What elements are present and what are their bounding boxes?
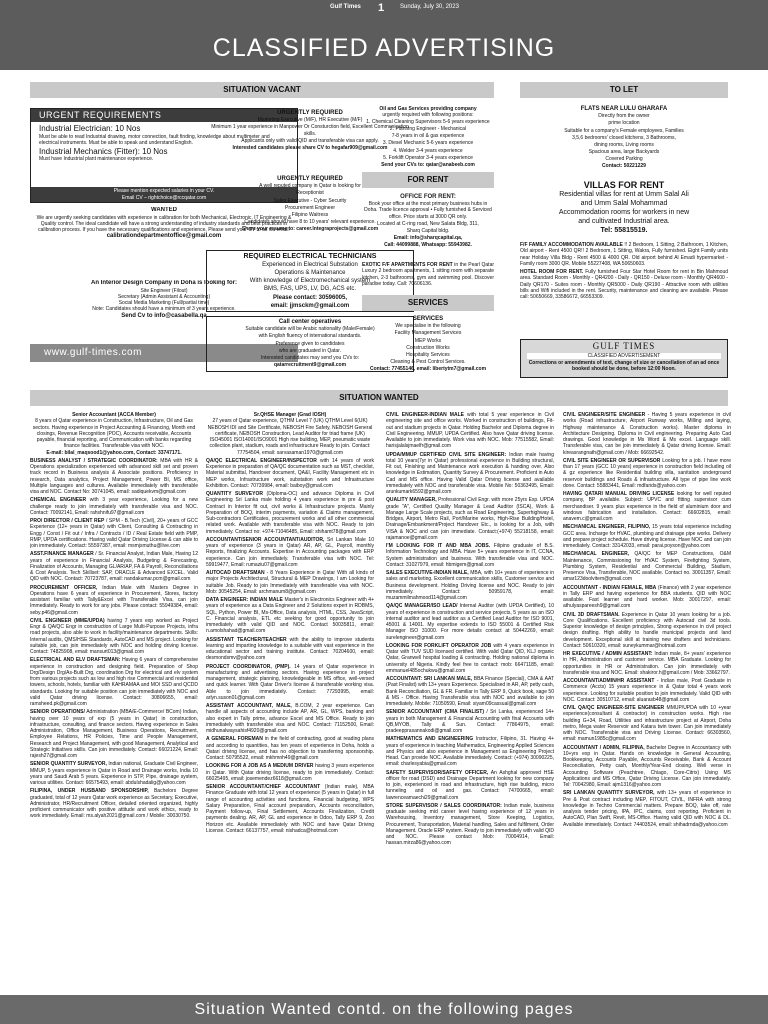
ad-contact: E-mail: bilal_maqsood1@yahoo.com, Contact: 33747171. (46, 449, 182, 456)
ad-line: 4. Welder 3-4 years experience (393, 147, 463, 154)
corrections-note: Corrections or amendments of text, change of size or cancellation of an ad once booked should be done, before 12:00 Noon. (528, 359, 720, 372)
wanted-ad (30, 761, 198, 786)
wanted-ad (30, 518, 198, 549)
ad-line: Sharq Capital bldg. (406, 227, 450, 234)
ad-title: QA/QC MANAGER/ISO LEAD/ (386, 603, 458, 610)
ad-title: CIVIL SITE ENGINEER OR SUPERVISOR (563, 457, 661, 464)
ad-title: ACCOUNTANT/ADMIN/HR ASSISTANT (563, 678, 655, 684)
ad-line: Minimum 1 year experience in Manpower Or Consturction field, Excellent Communication skills. (211, 124, 409, 137)
ad-line: Receptionist (296, 190, 324, 197)
ad-title: ACCOUNTANT/SENIOR ACCOUNTANT/AUDITOR, (206, 536, 325, 543)
ad-text: Professional Civil Engr. with more 25yrs Exp. UPDA grade "A", Certified Quality Manager & Lead Auditor (ISCA), Work & Manage Large Scale projects, such as Road Engineering, Superhighway & Bridges, Airport, Metro Rail, Port/Marine works, High-Rise Building/Hotel, Drainage/Embankment/Project Handover Etc., is looking for a Job, with VISA & NOC and can join immediate. Contact:(+974) 55218158, email: rajamanoe@gmail.com (386, 497, 554, 541)
ad-lulu-gharafa (520, 104, 728, 174)
ad-title: MATHEMATICS AND ENGINEERING (386, 736, 474, 743)
ad-text: 14 years of Qatar experience in manufacturing and advertising sectors. Having experience in project management, strategic planning, knowledgeable in MS office, well-versed and quick learner. With Qatar Driver's license & transferable working visa. Able to join immediately. Contact: 77293995, email: arlyn.suson01@gmail.com (206, 663, 374, 701)
contact-phone: Please contact: 30596005, (272, 294, 348, 301)
ad-line: 3,5,6 bedrooms' closed kitchens, 3 Bathrooms, (572, 134, 676, 141)
ad-heading: EXOTIC F/F APARTMENTS FOR RENT (362, 262, 453, 268)
ad-text: QA/QC for MEP Constructions, O&M Maintenance, Commissioning for HVAC System, Firefighting System, Plumbing System, Residential and Commercial Building, Stadium, Presence Visa, Transferable, NOC available. Contact no. 30011357, Email: amar123doolvitem@gmail.com (563, 551, 731, 583)
ad-line: dining rooms, Living rooms (594, 141, 654, 148)
ad-line: and Umm Salal Mohammad (580, 200, 668, 208)
wanted-column-4 (563, 412, 731, 992)
ad-text: Administration (MBA/E-Commerce/ BCom) Indian, having over 10 years of exp (5 years in Qatar) in construction, infrastructure, consulting, and finance sectors. Having experience in Sales Administration, Office Management, Business Operations, Recruitment, Employee Relations, HR Policies, Time and People Management, Research and Project Management, with good Management, Analytical and Strategic Initiatives skills. Can join immediately. Contact: 66021224, Email: rajesh27@gmail.com (30, 709, 198, 759)
ad-title: QUANTITY SURVEYOR (206, 491, 263, 497)
item-title: Industrial Mechanics (Fitter): 10 Nos (39, 146, 168, 156)
ad-text: Having 6 years of comprehensive experience in construction and designing field. Preparation of Shop Drg/Design Drg/As-Built Drg, coordination Drg for electrical and elv system from various projects such as low and high rise Commercial and residential towers, schools, hotels, familiar with KAHRAMAA and MOI SSD and QCDD standards. Looking for suitable position can join immediately with NOC and valid Qatar driving license. Contact: 30806655, email: ramsheed.pk@gmail.com (30, 657, 198, 707)
ad-text: Filipino graduate of B.S. Information Technology and MBA. Have 5+ years experience in IT, CCNA, System administration and business. With transferable visa and NOC. Contact: 31027979, email: hbmigem@gmail.com (386, 543, 554, 568)
page-number: 1 (378, 2, 385, 14)
ad-line: Social Media Marketing (Full/partial time) (118, 300, 210, 306)
ad-heading: REQUIRED ELECTRICAL TECHNICIANS (243, 253, 377, 260)
ad-line: 5. Forklift Operator 3-4 years experience (383, 154, 473, 161)
website-banner: www.gulf-times.com (30, 344, 298, 362)
wanted-ad (563, 745, 731, 789)
ad-line: urgently required with following positions: (382, 112, 474, 119)
ad-line: Directly from the owner (598, 113, 650, 120)
ad-text: / SPM - B.Tech (Civil), 20+ years of GCC Experience (12+ years in Qatar) with Client, Consulting & Contracting in Engg / Const / Fit out / Infra / Contracts / ID / Real Estate field with PMP, RMP, UPDA certifications. Having valid Qatar Driving License & can able to join immediately. Contact: 55597387, email: msmjsmuthu@live.com (30, 518, 198, 549)
ad-body: We are urgently seeking candidates with experience in calibration for both Mechanical, Electronic, IT Engineering & Quality control. The ideal candidate will have a strong understanding of industry standards and best practices in calibration process. If you have the necessary qualifications and experience, Please send your CV to us via email: (36, 214, 292, 233)
ad-text: (Finance) with 2 year experience in Tally ERP and having experience for BBA students. QID with NOC available. Fast learner and hard worker. Mob: 30017297, email: athulyaspareesh9@gmail.com (563, 584, 731, 610)
ad-title: PRO/ DIRECTOR / CLIENT REP (30, 518, 105, 524)
ad-text: Indian Male with Masters Degree in Operations have 6 years of experience in Procurement, Stores, factory assistant familiar with Tally&Excel with Transferable Visa, can join Immediately. Ready to work for any jobs. Please contact: 55949384, email: seby.p46@gmail.com (30, 584, 198, 616)
wanted-ad (563, 612, 731, 650)
ad-line: Accommodation rooms for workers in new (558, 209, 690, 217)
contact-email: Send Cv to info@casabella.qa (121, 312, 207, 319)
wanted-ad (30, 458, 198, 496)
wanted-ad (386, 543, 554, 568)
ad-title: SENIOR ACCOUNTANT (CMA FINALIST) (386, 709, 484, 716)
wanted-ad (206, 570, 374, 595)
ad-text: with total 5 year experience in Civil engineering site and office works. Worked in construction of buildings, Fit-out and stadium projects in Qatar. Holding Bachelor and Diploma degree in Civil Engineering. MMUP, UPDA Certified. Also have Qatar driving license. Available to join immediately. Work visa with NOC. Mob: 77515582, Email: harisjalalsjmaelfr@gmail.com (386, 412, 554, 450)
ad-text: Indian male having total 10 years(7yr in Qatar) professional experience in Building structural, Fit out, Finishing and Maintenance work execution & handing over. Also knowledge in Estimation, Quantity Survey & Procurement. Proficient in Auto Cad and MS office. Having Valid Qatar Driving license and available immediately with NOC and transferable visa. Mobile No: 50363495, Email: arunkumark6592@gmail.com (386, 451, 554, 495)
ad-title: MECHANICAL ENGINEER, (563, 551, 630, 558)
ad-line: Covered Parking (605, 155, 643, 162)
ad-text: with the ability to improve students learning and imparting knowledge to a suitable with vast experience in the educational sector and training institute. Contact: 70204600, email: desmondsmv@yahoo.com (206, 636, 374, 662)
ad-line: A well reputed company in Qatar is looking for (259, 183, 361, 190)
ad-text: MBA with HR & Operations specialization experienced with advanced skill set and proven track record in Business analysis & Associate positions. Proficiency in research, Data analytics, Project Management, Power BI, MS office, Multiple languages and cultures. Available immediately with transferable visa and NOC. Contact No: 30741045, email: sadiquekvm@gmail.com (30, 457, 198, 495)
ad-heading: URGENTLY REQUIRED (277, 110, 343, 116)
ad-text: 8 years of Qatar experience in Construction, Infrastructure, Oil and Gas sectors. Having experience in Project Accounting & Financing, Month end closings, Revenue Recognition (POC), Accounts receivable, Accounts payable, financial reporting, and Communication with banks regarding finance facilities. Transferable visa with NOC. (32, 418, 196, 450)
ad-line: Filipino Waitress (291, 211, 329, 218)
ad-line: Suitable candidate will be Arabic nationality (Male/Female) (245, 326, 375, 333)
ad-title: MECHANICAL ENGINEER, FILIPINO, (563, 524, 651, 531)
ad-text: (Diploma-OC) and advance Diploma in Civil Engineering Sri Lanka male holding 4 years experience in pre & post Contract in Interior fit out, civil works & Infrastructure projects. Mainly Preparation of BOQ, interim payments, variation & Claims management, Sub-contractors Certificates, procurement works and all other commercial related work. Available with transferable visa with NOC. Ready to join immediately. Contact no: +974-71046485, Email: shihamt78@gmail.com (206, 491, 374, 535)
wanted-ad (386, 497, 554, 541)
ad-title: LOOKING FOR FORKLIFT OPERATOR JOB (386, 642, 492, 649)
ad-line: Residential villas for rent at Umm Salal Ali (559, 190, 689, 198)
ad-title: CIVIL QA/QC ENGINEER-SITE ENGINEER (563, 705, 665, 711)
ad-title: CHEMICAL ENGINEER (30, 497, 87, 504)
ad-line: With knowledge of Electromechanical system (249, 278, 371, 285)
ad-title: PROJECT COORDINATOR, (PMP). (206, 663, 291, 670)
contact-email: qatarrecruitment9@gmail.com (273, 361, 347, 368)
contact-phone: Tel: 55815519. (600, 227, 648, 235)
ad-line: Candidates should have 8 to 10 years' relevant experience. (244, 218, 376, 225)
ad-line: Preference given to candidates (275, 340, 345, 347)
wanted-ad (206, 412, 374, 456)
ad-line: Applicants only with valid QID and transferable visa can apply. (241, 137, 379, 144)
wanted-column-1 (30, 412, 198, 992)
ad-title: HR EXECUTIVE / ADMIN ASSISTANT: (563, 651, 653, 657)
ad-heading: URGENT REQUIREMENTS (31, 109, 297, 122)
wanted-ad (206, 784, 374, 834)
ad-text: with 13+ years of experience in Pre & Post contract including MEP, FITOUT, CIVIL, INFRA with strong knowledge in Techno Commercial matters. Prepare BOQ, take off, rate analysis tender pricing, IPA, IPC, claims, cost reporting. Proficient in AutoCAD, Plan Swift, Revit, MS-Office. Having valid QID with NOC & DL. Available immediately. Contact: 74403524, email: shihadrnda@yahoo.com (563, 790, 731, 828)
section-header-services: SERVICES (362, 295, 494, 311)
ad-line: 3. Diesel Mechanic 5-6 years experience (382, 140, 474, 147)
ad-text: An Ashghal approved HSE officer for road (DSD) and Drainage Department looking for new company to join, experienced in road and infrastructure, high rise building, micro tunneling and oil and gas. Contact: 74700665, email: lawrenceamaechi29@gmail.com (386, 769, 554, 801)
publication-name: Gulf Times (330, 4, 361, 10)
ad-text: Experience in Qatar 10 years looking for a job. Core Qualifications. Excellent proficiency with Autocad civil 3d tools. Superior knowledge of design principles, Strong experience in civil project design drafting. High ability to handle municipal projects and land development. Exceptional skill at training new drafters and technicians. Contact: 50610320, email: suneykummar@hotmail.com (563, 611, 731, 649)
ad-text: Indian male, business graduate seeking mid career level having experience of 12 years in Warehousing, Inventory management, Store Keeping, Logistics, Procurement, Transportation, Material handling, Sales and fulfilment, Order Management. Oracle ERP system. Ready to join immediately with valid QID and NOC. Please contact Mob: 70004914, Email: hassan.mirza86@yahoo.com (386, 802, 554, 847)
salary-note: Please mention expected salaries in your CV. (113, 188, 215, 194)
wanted-ad (206, 491, 374, 535)
ad-heading: URGENTLY REQUIRED (277, 176, 343, 182)
ad-title: ACCOUNTANT / ADMIN, FILIPINA, (563, 744, 645, 751)
ad-title: SENIOR ACCOUNTANT/CHIEF ACCOUNTANT (206, 784, 321, 790)
ad-heading: VILLAS FOR RENT (583, 180, 665, 190)
ad-text: having 3 years experience in Qatar. With Qatar driving license, ready to join immediately. Contact: 66025495, email: josemendez6618@gmail.com (206, 763, 374, 782)
wanted-ad (563, 705, 731, 743)
ad-line: Construction Works (406, 344, 450, 351)
wanted-ad (30, 497, 198, 516)
contact-email: Interested candidates please share CV to hegafar909@gmail.com (232, 144, 388, 151)
ad-oil-gas (362, 104, 494, 170)
ad-text: BBA Finance (Special), CMA & AAT (Past Finalist) with 13+ years Experience. Specialised in AR, AP, petty cash, Bank Reconciliation, GL & FR. Familiar in Tally ERP 9, Quick book, sage 50 & MS - Office. Having Transferable visa with NOC and available to join immediately. Mobile: 71050590, Email: siyam09cassual@gmail.com (386, 676, 554, 707)
ad-text: Sri Lankan Male 10 years of experience (3 years in Qatar) AR, AP, GL, Payroll, monthly Reports, finalizing Accounts. Expertise in Accounting packages with ERP experience. Can join immediately. Transferable visa with NOC. Tel: 59919477, Email: rumaziu07@gmail.com (206, 536, 374, 568)
ad-title: QA/QC ELECTRICAL ENGINEER/INSPECTOR (206, 457, 317, 464)
wanted-ad (563, 790, 731, 828)
ad-title: I'M LOOKING FOR IT AND MBA JOBS. (386, 543, 491, 549)
wanted-ad (563, 412, 731, 456)
ad-line: Marketing Executive (M/F), HR Executive (M/F) (257, 117, 363, 124)
wanted-ad (30, 657, 198, 707)
wanted-ad (386, 803, 554, 847)
ad-office-rent (362, 192, 494, 254)
ad-line: We specialise in the following (395, 323, 461, 330)
continued-banner: Situation Wanted contd. on the following pages (0, 995, 768, 1024)
ad-text: / Sr. Financial Analyst, Indian Male, Having 12 years of experience in Financial Analysis, Budgeting & Forecasting, Finalization of Accounts, Managing GL/AR/AP, FA & Payroll, Reconciliations & Cost Analysis. Tech Skillset: SAP, ORACLE & Advanced EXCEL. Valid QID with NOC. Contact: 70723787, email: nandakumar.pcm@gmail.com (30, 551, 198, 583)
wanted-ad (206, 537, 374, 568)
ad-line: Procurement Engineer (284, 204, 336, 211)
item-text: Must be able to read Industrial drawing, motor connection, fault finding, knowledge about multimeter and electrical instruments. Must be able to speak and understand English. (39, 133, 270, 146)
wanted-ad (30, 585, 198, 616)
ad-heading: SERVICES (412, 316, 444, 322)
wanted-ad (386, 452, 554, 496)
ad-text: 27 years of Qatar experience, QTHM Level 7 (UK) QTHM Level 6(UK) NEBOSH IDI and Site Certificate, NEBOSH Fire Safety, NEBOSH General certificate, NEBOSH Construction, Lead Auditor for triad frame (UK) ISO45001 ISO14001/ISO9001 High rise building, MEP, pneumatic waste collection plant, stadium, roads and infrastructure Ready to join. Contact: 77754504, email: sarvasaman1970@gmail.com (207, 418, 373, 456)
ad-family-accommodation (520, 242, 728, 337)
contact-email: Email: info@sharqcapital.qa, (393, 234, 463, 241)
ad-title: CIVIL 3D DRAFTSMAN. (563, 611, 620, 618)
ad-heading: WANTED (151, 207, 177, 213)
ad-title: HAVING QATARI MANUAL DRIVING LICENSE (563, 491, 675, 497)
wanted-ad (30, 412, 198, 456)
ad-text: Master's in Electronics Engineer with 4+ years of experience as a Data Engineer and 2 Solutions expert in RDBMS, SQL, Python, Power BI, Ms-Office, Data analysis, HTML, CSS, JavaScript, C. Financial analysis, ETL etc seeking for good opportunity to join immediately with valid QID and NOC. Contact 50035811, email: n.amolshahad@gmail.com (206, 597, 374, 635)
ad-line: 1. Chemical Cleaning Supervisors 5-6 years experience (366, 119, 490, 126)
contact-phone: Call: 44099888, Whatsapp: 55943982. (384, 241, 472, 248)
ad-line: Book your office at the most primary business hubs in Doha. Trade licence approval • Fully furnished & Serviced office. Price starts at 3000 QR only. (364, 201, 492, 220)
ad-line: 7-8 years in oil & gas experience (391, 133, 465, 140)
ad-title: DATA ENGINEER: INDIAN MALE (206, 597, 283, 603)
wanted-ad (386, 643, 554, 674)
section-header-situation-vacant: SITUATION VACANT (30, 82, 494, 98)
ad-title: ASSISTANT TEACHER/TEACHER (206, 636, 287, 643)
ad-line: who are graduated in Qatar. (279, 347, 341, 354)
ad-text: in the field of contracting, good at reading plans and according to quantities, has ten years of experience in Doha, holds a Qatari driving license, and has no objection to transferring sponsorship. Contact: 50795522, email: mkhmnh49@gmail.com (206, 736, 374, 761)
ad-line: Secretary (Admin Assistant & Accounting) (117, 293, 211, 300)
ad-villas-rent (520, 178, 728, 236)
contact-email: email: jjmsckm@gmail.com (270, 303, 350, 310)
ad-heading: F/F FAMILY ACCOMMODATION AVAILABLE (520, 242, 623, 248)
wanted-ad (563, 524, 731, 549)
contact-email: Email CV – rightchoice@rccqatar.com (121, 194, 207, 201)
ad-title: QUALITY MANAGER, (386, 497, 437, 504)
ad-title: Sr.QHSE Manager (Grad IOSH) (253, 412, 327, 418)
ad-line: Site Engineer (Filout) (140, 287, 188, 294)
ad-line: Cleaning & Pest Control Services. (390, 358, 466, 365)
wanted-ad (563, 585, 731, 610)
ad-title: PROCUREMENT OFFICER, (30, 584, 98, 591)
wanted-ad (30, 709, 198, 759)
wanted-column-2 (206, 412, 374, 992)
ad-text: looking for well reputed company, BP available. Subject: UPVC and fitting supervisor cum merchandiser. 9 years plus experience in the field of aluminium door and windows fabrication and installation. Contact: 66602815, email: anavem.c@gmail.com (563, 491, 731, 522)
ad-line: MEP Works (414, 337, 442, 344)
ad-line: Experienced in Electrical Substation (262, 261, 358, 268)
ad-line: Spacious area, large Backyards (588, 148, 660, 155)
ad-line: Located at C-ring road, New Salata Bldg, 311, (377, 220, 479, 227)
ad-text: with 14 years of work Experience in preparation of QA/QC documentation such as MST, checklist, Material submittal, Handover document, QA&I, Facility Management etc in MEP works, Infrastructure work, substation work and Infrastructure Exhibition. Contact: 70739984, email: baiboy@gmail.com (206, 457, 374, 489)
wanted-ad (386, 709, 554, 734)
ad-line: 2. Planning Engineer - Mechanical (389, 126, 467, 133)
contact-email: calibrationdepartmentoffice@gmail.com (106, 233, 222, 240)
ad-title: CIVIL ENGINEER (MME/UPDA) (30, 617, 105, 624)
ad-line: Sales Executive - Cyber Security (273, 197, 347, 204)
wanted-ad (206, 736, 374, 761)
ad-heading: OFFICE FOR RENT: (400, 194, 456, 200)
contact-email: Share your resume to: career.Integraprojects@gmail.com (241, 225, 379, 232)
ad-heading: HOTEL ROOM FOR RENT. (520, 269, 584, 275)
issue-date: Sunday, July 30, 2023 (400, 4, 459, 10)
ad-text: - Indian male, Post Graduate in Commerce (Accts) 15 years experience in & Qatar total 4 years work experience. Looking for suitable position to join immediately. Valid QID with NOC. Contact: 30510712, email: aluarasb48@gmail.com (563, 678, 731, 703)
ad-title: ELECTRICAL AND ELV DRAFTSMAN: (30, 657, 121, 664)
section-header-situation-wanted: SITUATION WANTED (30, 390, 728, 406)
wanted-ad (30, 551, 198, 582)
ad-text: with 3 year experience, Looking for a new challenge ready to join immediately with transferable visa and NOC. Contact: 70092141, Email: rahshnifu97@gmail.com (30, 497, 198, 516)
wanted-ad (563, 551, 731, 582)
masthead (0, 0, 768, 70)
wanted-ad (386, 603, 554, 641)
ad-line: Operations & Maintenance (274, 269, 346, 276)
section-header-to-let: TO LET (520, 82, 728, 98)
ad-heading: Oil and Gas Services providing company (379, 106, 477, 112)
ad-text: having 7 years exp worked as Project Engr & QA/QC Engr in construction of Large Multi-Purpose Projects, infra road projects, also able to work in facility/maintenance departments. Skills: Internal audits, QMS/HSE Standards, AutoCAD and MS project. Looking for suitable job, can join immediately with NOC and holding driving license. Contact: 74825908, email: mansurt013@gmail.com (30, 617, 198, 655)
contact-phone: Contact: 50221229 (602, 162, 646, 169)
item-text: Must have Industrial plant maintenance experience. (39, 156, 154, 163)
logo-subtitle: CLASSIFIED ADVERTISEMENT (527, 353, 721, 359)
ad-line: Hospitality Services (406, 351, 450, 358)
wanted-ad (386, 736, 554, 767)
gulf-times-logo: GULF TIMES (592, 341, 656, 351)
ad-text: with 4 years experience in Qatar with TUV SUD licensed certified. With valid Qatar QID, KLJ organic Qatar, Granwell hospital loading & contracting. Holding national diploma in university of Nigeria. Kindly feel free to contact: mob: 66471185, email: emmanuel485ochukwu@gmail.com (386, 642, 554, 674)
ad-text: Bachelor Degree in Accountancy with 10+yrs exp in Qatar. Hands on knowledge in General Accounting, Bookkeeping, Accounts Payable, Accounts Receivable, Bank & Account Reconciliation, Petty cash, Monthly/Year-End closing. Well verse in Accounting Software (Peachtree, Chiago, Core-Citrix) Using MS Applications and MS Office, Qatar Driving License. Can join immediately. Tel: 70042980, Email: ajm1316@yahoo.com (563, 744, 731, 788)
ad-line: and cultivated Industrial area. (578, 218, 670, 226)
ad-title: UPDA/MMUP CERTIFIED CIVIL SITE ENGINEER: (386, 451, 507, 458)
ad-text: Looking for a job. I have more than 17 years (GCC 10 years) experience in construction field including oil & gz experience like Residential building villa, sanitation underground reservoir buildings and Roads & infrastructure. All type of pipe line work done. Contact: 55883441, Email: mdfarids@yahoo.com (563, 457, 731, 489)
ad-title: ACCOUNTANT: SRI LANKAN MALE, (386, 676, 473, 682)
ad-title: SAFETY SUPERVISOR/SAFETY OFFICER, (386, 769, 489, 776)
ad-text: Instructor, Filipino, 31. Having 4+ years of experience in teaching Mathematics, Engineering Applied Sciences and Physics and also experience in Management as Engineering Project Head. Can provide NOC. Available immediately. Contact: (+974) 30090225, email: charlesyabia@gmail.com (386, 736, 554, 768)
ad-title: FILIPINA, UNDER HUSBAND SPONSORSHIP, (30, 788, 149, 795)
wanted-ad (563, 651, 731, 676)
wanted-ad (386, 770, 554, 801)
ad-title: STORE SUPERVISOR / SALES COORDINATOR: (386, 802, 502, 809)
wanted-ad (386, 412, 554, 450)
ad-text: Indian male, 8+ years' experience in HR, Administration and customer service. MBA Graduate. Looking for opportunities in HR or Administration. Can join immediately with transferable visa and NOC. Email: shakiror.h@gmail.com / Mob: 33662797. (563, 651, 731, 676)
ad-services (362, 314, 494, 372)
wanted-ad (563, 491, 731, 522)
wanted-ad (563, 458, 731, 489)
ad-text: MBA, with 10+ years of experience in sales and marketing. Excellent communication skills, Customer service and Business development. Holding Driving license and NOC. Ready to join immediately. Contact: 50959178, email: muzammilmahmood114@gmail.com (386, 570, 554, 601)
ad-title: CIVIL ENGINEER/SITE ENGINEER (563, 412, 646, 418)
wanted-column-3 (386, 412, 554, 992)
ad-heading: An Interior Design Company in Doha is looking for: (90, 280, 237, 286)
wanted-ad (206, 664, 374, 702)
ad-text: / Sri Lanka, experienced 14+ years in both Management & Financial Accounting with final Accounts with QB,MYOB, Tally & Sun. Contact: 77864975, email: pradeepprasannakodi@gmail.com (386, 709, 554, 734)
ad-text: - 8 Years Experience in Qatar With all kinds of major Projects Architectural, Structural & MEP Drawings, I am Looking for suitable Job. Ready to join Immediately with transferable visa with NOC. Mob: 30545254, Email: archmanum8@gmail.com (206, 570, 374, 595)
wanted-ad (206, 458, 374, 489)
ad-text: B.COM, 2 year experience. Can handle all aspects of accounting include AP, AR, GL, WPS, banking and also expert in Tally prime, advance Excel and MS Office. Ready to join immediately with transferable visa and NOC. Contact: 71152500, Email: midhunalwaysahisf4920@gmail.com (206, 703, 374, 734)
ad-text: Internal Auditor (with UPDA Certified), 10 years of experience in construction and service projects, 5 years as an ISO internal auditor and lead auditor as a Certified Lead Auditor for ISO 9001, 45001 & 14001. My expertise extends to ISO 55001 & Certified Risk Manager ISO 31000. For more details contact at 50442269, email: surelengineer@gmail.com (386, 603, 554, 641)
ad-line: Note: Candidates should have a minimum of 3 years experience. (92, 306, 236, 313)
ad-body: Fully furnished Four Star Hotel Room for rent in Bin Mahmoud area. Standard Room - Monthly - QR4200 - Daily - QR150 - Deluxe room - Monthly QR4600 - Daily QR170 - Suites room - Monthly QR5000 - Daily QR190 - Attractive room with utilities bills and Wifi included in the rent. Security, maintenance and cleaning are available. Please call: 50650669, 33586672, 66553309. (520, 269, 728, 300)
ad-line: prime location (608, 120, 640, 127)
ad-title: BUSINESS ANALYST / STRATEGIC COORDINATOR: (30, 457, 158, 464)
ad-line: Suitable for a company's Female employees, Families (564, 127, 684, 134)
ad-text: 15 years total experience including GCC area. Incharge for HVAC, plumbing and drainage pipe works. Delivery and prepare project schedule. Have driving license. Have NOC and can join immediately. Contact: 33142033, email: parai.poyson@yahoo.com (563, 524, 731, 549)
ad-title: SRI LANKAN QUANTITY SURVEYOR, (563, 790, 655, 797)
ad-text: Indian national, Graduate Civil Engineer, MMUP, 5 years experience in Qatar in Road and Drainage works, India 10 years and Saudi Arab 5 years. Experience in STP, Pipe, drainage system, various utilities. Contact: 66575493, email: abdulshadalig@yahoo.com (30, 761, 198, 786)
ad-text: - Having 5 years experience in civil works (Road infrastructure, Airport Runway works, Milling and laying, Highway maintenance & Construction works). Master diploma in Architecture Designing. Diploma in Civil engineering. Preparing Auto Cad drawings. Good knowledge in Ms Word & Ms excel. Language skill. Transferable visa, can be join immediately & Qatar driving license. Email: kireasrangnath@gmail.com / Mob: 66692542. (563, 412, 731, 456)
ad-text: MMUP/UPDA with 10 +year experience(consultant & contractor) in construction works. High rise building G+34, Road, Utilities and infrastructure project at Airport, Doha metro, Mega water Reservoir and Katara twin tower. Can join immediately with NOC. Transferable visa and Driving License. Contact: 66303560, email: mamun1985c@gmail.com (563, 705, 731, 743)
ad-title: SENIOR OPERATIONS/ (30, 709, 85, 716)
ad-body: in the Pearl Qatar Luxury 2 bedroom apartments, 1 sitting room with separate kitchen, 2-3 bathrooms, gym and swimming pool. Discover paradise today. Call: 70606136. (362, 262, 494, 287)
ad-body: !! 2 Bedroom, 1 Sitting, 2 Bathroom, 1 Kitchen, Old airport - Rent 4500 QR!! 2 Bedroom, 1 Sitting, Wakra, Fully furnished. Eight Family units near Holiday Villa Bldg - Rent 4500 & 4000 QR. Old airport behind Al Emadi hypermarket - Family room 3000 QR. Mobile 55227408, WA 50650603. (520, 242, 728, 267)
ad-line: BMS, FAS, UPS, LV, DG, ACS etc. (263, 286, 357, 293)
ad-title: CIVIL ENGINEER-INDIAN MALE (386, 412, 464, 418)
ad-title: Senior Accountant (ACCA Member) (72, 412, 156, 418)
ad-heading: FLATS NEAR LULU GHARAFA (580, 106, 668, 112)
ad-title: AUTOCAD DRAFTSMAN (206, 570, 265, 576)
wanted-ad (30, 788, 198, 819)
gulf-times-classified-box (520, 339, 728, 378)
ad-line: Facility Management Services (394, 330, 462, 337)
contact-info: Contact: 77455146, email: libertytm7@gmail.com (369, 365, 487, 372)
wanted-ad (206, 637, 374, 662)
wanted-ad (206, 703, 374, 734)
ad-exotic-apartments (362, 262, 494, 292)
ad-title: SALES EXECUTIVE-INDIAN MALE, (386, 570, 469, 576)
item-title: Industrial Electrician: 10 Nos (39, 124, 141, 133)
ad-title: ACCOUNTANT - INDIAN FEMALE, MBA (563, 584, 657, 591)
wanted-ad (563, 678, 731, 703)
ad-title: A GENERAL FOREMAN (206, 736, 263, 743)
section-header-for-rent: FOR RENT (362, 172, 494, 188)
ad-title: ASSISTANT ACCOUNTANT, MALE, (206, 703, 292, 709)
ad-text: (Indian male), MBA Finance Graduate with total 12 years of experience (5 years in Qatar) in full range of accounting activities and functions, Financial budgeting, WPS Salary Preparation, Final account preparation, Accounts reconciliation, Payment follow-up, Final Settlement, Accounts Finalization, Credit payments dealing. AR, AP, GL and experience in Odoo, Tally ERP 9, Zoo Horizon etc. Available immediately with NOC and have Qatar Driving License. Contact: 66137757, email: nishadca@hotmail.com (206, 784, 374, 834)
wanted-ad (206, 597, 374, 635)
wanted-ad (386, 570, 554, 601)
ad-heading: Call center operatives (278, 319, 342, 325)
ad-text: Bachelors Degree graduated, total of 12 years Qatar work experience as Secretary, Executive, Administrator, HR/Recruitment Officer, detailed oriented organized, highly proficient communicator with positive attitude and work ethics, ready to work immediately. Email: ms.alyah2021@gmail.com / Mobile: 30030750. (30, 788, 198, 820)
ad-title: LOOKING FOR A JOB AS A MEDIUM DRIVER (206, 763, 314, 770)
page-title: CLASSIFIED ADVERTISING (212, 34, 556, 62)
wanted-ad (206, 763, 374, 782)
ad-line: Interested candidates may send you CVs to: (260, 354, 360, 361)
contact-email: Send your CVs to: qatar@anabeeb.com (381, 161, 475, 168)
wanted-ad (30, 618, 198, 656)
wanted-ad (386, 676, 554, 707)
ad-line: with English fluency of international standards. (258, 333, 362, 340)
ad-title: ASST.FINANCE MANAGER (30, 551, 94, 558)
ad-title: SENIOR QUANTITY SURVEYOR, (30, 761, 107, 768)
